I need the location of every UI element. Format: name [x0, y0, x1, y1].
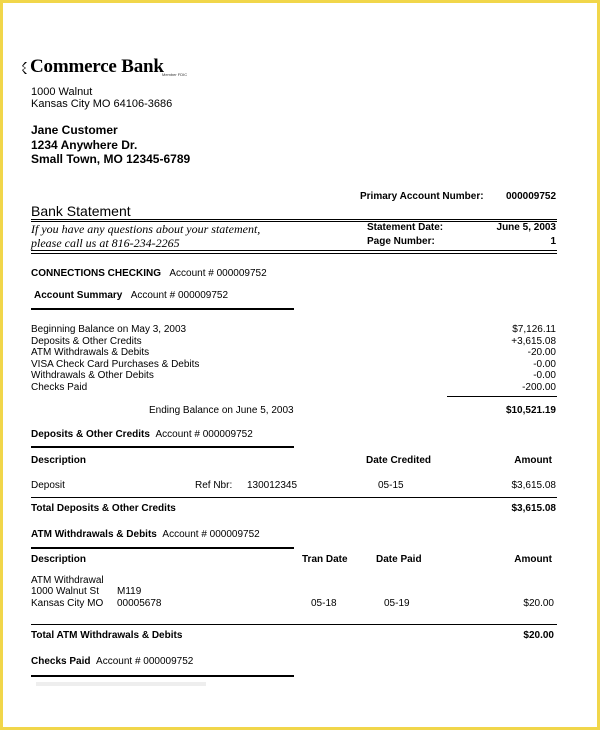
summary-value-4: -0.00	[533, 370, 556, 381]
customer-name: Jane Customer	[31, 123, 118, 137]
atm-row-date-paid: 05-19	[384, 598, 410, 609]
atm-heading	[31, 529, 260, 540]
statement-note-line1: If you have any questions about your statement,	[31, 222, 261, 236]
statement-note-line2: please call us at 816-234-2265	[31, 236, 180, 250]
faded-watermark	[36, 680, 216, 688]
checking-heading	[31, 268, 267, 279]
header-bottom-rule	[31, 250, 557, 251]
deposit-description: Deposit	[31, 480, 65, 491]
atm-col-date-paid: Date Paid	[376, 554, 422, 565]
checks-account: Account # 000009752	[96, 656, 194, 667]
deposits-total-value: $3,615.08	[511, 503, 556, 514]
summary-label-3: VISA Check Card Purchases & Debits	[31, 359, 200, 370]
summary-label-0: Beginning Balance on May 3, 2003	[31, 324, 187, 335]
deposits-col-amount: Amount	[514, 455, 552, 466]
statement-date-value: June 5, 2003	[496, 222, 556, 233]
checking-account: Account # 000009752	[169, 268, 267, 279]
atm-col-tran-date: Tran Date	[302, 554, 348, 565]
atm-row-line3a: Kansas City MO	[31, 598, 104, 609]
atm-row-line3b: 00005678	[117, 598, 162, 609]
atm-total-label: Total ATM Withdrawals & Debits	[31, 630, 183, 641]
checks-heading	[31, 656, 193, 667]
atm-row-line1: ATM Withdrawal	[31, 575, 104, 586]
atm-row-line2a: 1000 Walnut St	[31, 586, 100, 597]
deposits-heading	[31, 429, 253, 440]
page-number-value: 1	[550, 236, 556, 247]
deposits-total-label: Total Deposits & Other Credits	[31, 503, 176, 514]
page-number-label: Page Number:	[367, 236, 435, 247]
summary-label-5: Checks Paid	[31, 382, 88, 393]
deposit-date: 05-15	[378, 480, 404, 491]
bank-address-line1: 1000 Walnut	[31, 86, 93, 98]
summary-value-0: $7,126.11	[512, 324, 556, 335]
atm-total-value: $20.00	[523, 630, 554, 641]
bank-name: Commerce Bank	[30, 56, 164, 77]
atm-row-amount: $20.00	[523, 598, 554, 609]
ending-balance-value: $10,521.19	[505, 405, 556, 416]
summary-value-5: -200.00	[522, 382, 556, 393]
atm-row-tran-date: 05-18	[311, 598, 337, 609]
summary-value-3: -0.00	[533, 359, 556, 370]
customer-city: Small Town, MO 12345-6789	[31, 152, 191, 166]
primary-account-value: 000009752	[506, 191, 557, 202]
summary-label-4: Withdrawals & Other Debits	[31, 370, 154, 381]
summary-rule	[31, 308, 294, 310]
atm-col-amount: Amount	[514, 554, 552, 565]
deposits-col-description: Description	[31, 455, 87, 466]
summary-heading	[34, 290, 228, 301]
atm-rule	[31, 547, 294, 549]
summary-value-1: +3,615.08	[511, 336, 556, 347]
primary-account-label: Primary Account Number:	[360, 191, 484, 202]
deposit-ref-value: 130012345	[247, 480, 298, 491]
atm-row-line2b: M119	[117, 586, 142, 597]
summary-account: Account # 000009752	[130, 290, 229, 301]
summary-value-2: -20.00	[527, 347, 556, 358]
header-rule	[31, 219, 557, 220]
atm-account: Account # 000009752	[162, 529, 260, 540]
bank-logo-icon	[22, 62, 28, 74]
atm-total-rule	[31, 624, 557, 625]
deposit-ref-label: Ref Nbr:	[195, 480, 233, 491]
deposits-account: Account # 000009752	[155, 429, 253, 440]
statement-date-label: Statement Date:	[367, 222, 444, 233]
header-bottom-rule-2	[31, 253, 557, 254]
summary-total-rule	[447, 396, 557, 397]
ending-balance-label: Ending Balance on June 5, 2003	[149, 405, 294, 416]
checks-rule	[31, 675, 294, 677]
deposits-title: Deposits & Other Credits	[31, 429, 150, 440]
checks-title: Checks Paid	[31, 656, 91, 667]
summary-label-2: ATM Withdrawals & Debits	[31, 347, 150, 358]
customer-street: 1234 Anywhere Dr.	[31, 138, 138, 152]
atm-col-description: Description	[31, 554, 87, 565]
summary-label-1: Deposits & Other Credits	[31, 336, 142, 347]
summary-title: Account Summary	[34, 290, 123, 301]
deposits-col-date: Date Credited	[366, 455, 432, 466]
member-fdic: Member FDIC	[162, 72, 188, 77]
checking-title: CONNECTIONS CHECKING	[31, 268, 162, 279]
bank-address-line2: Kansas City MO 64106-3686	[31, 98, 173, 110]
deposits-total-rule	[31, 497, 557, 498]
deposits-rule	[31, 446, 294, 448]
statement-title: Bank Statement	[31, 203, 131, 219]
atm-title: ATM Withdrawals & Debits	[31, 529, 157, 540]
deposit-amount: $3,615.08	[511, 480, 556, 491]
